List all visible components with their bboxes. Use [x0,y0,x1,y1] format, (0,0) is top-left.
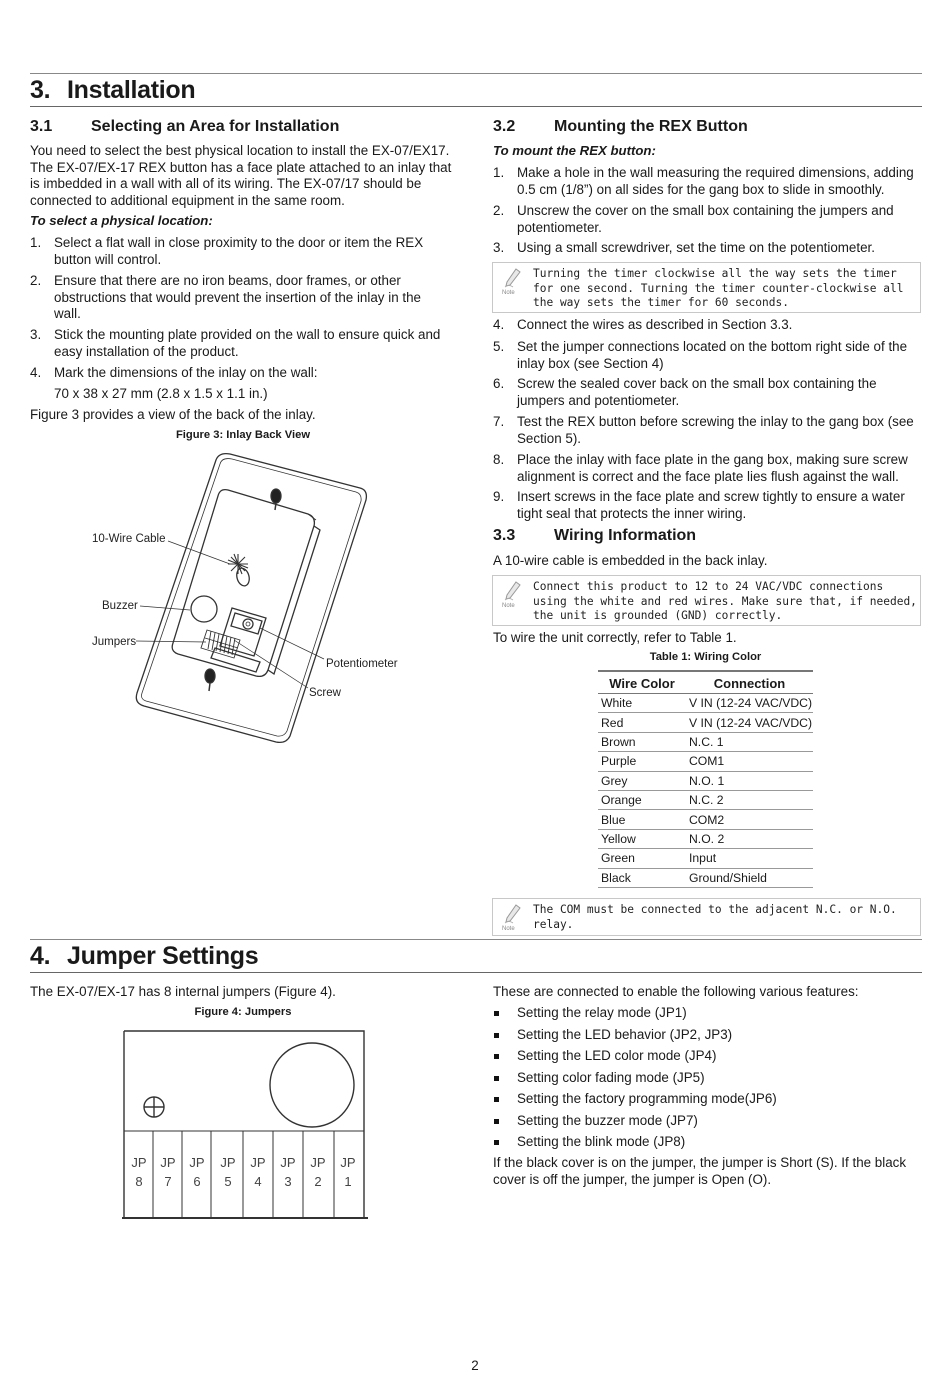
jumper-jp8-number: 8 [135,1174,143,1189]
table-reference: To wire the unit correctly, refer to Table 1. [493,630,737,645]
com-relay-note: Note The COM must be connected to the adjacent N.C. or N.O. relay. [492,898,921,936]
inlay-back-view-figure [80,448,410,748]
jumper-jp7-number: 7 [164,1174,172,1189]
label-buzzer: Buzzer [102,600,138,612]
note-pencil-icon [501,267,523,295]
label-jumpers: Jumpers [92,636,137,648]
section-3-3-heading: 3.3 Wiring Information [493,527,697,544]
jumper-jp8-label: JP [131,1155,147,1170]
jumper-jp1-label: JP [340,1155,356,1170]
table-row: Red V IN (12-24 VAC/VDC) [598,713,813,732]
svg-text:Note: Note [502,603,515,608]
table-row: Grey N.O. 1 [598,771,813,790]
jumper-jp3-label: JP [280,1155,296,1170]
svg-text:Note: Note [502,290,515,295]
section-4-intro: The EX-07/EX-17 has 8 internal jumpers (Figure 4). [30,984,336,999]
jumper-jp1-number: 1 [344,1174,352,1189]
select-location-subhead: To select a physical location: [30,213,213,228]
bullet-square-icon [494,1076,499,1081]
table-row: Orange N.C. 2 [598,790,813,809]
bullet-square-icon [494,1097,499,1102]
jumper-jp5-number: 5 [224,1174,232,1189]
table-row: Black Ground/Shield [598,868,813,887]
jumper-jp6-label: JP [189,1155,205,1170]
timer-note: Note Turning the timer clockwise all the way sets the timer for one second. Turning the timer counter-clockwise all the way sets the timer for 60 seconds. [492,262,921,313]
note-pencil-icon [501,903,523,931]
top-rule [30,73,922,74]
table-row: Brown N.C. 1 [598,732,813,751]
svg-text:Note: Note [502,926,515,931]
section-3-heading: 3. Installation [30,76,196,104]
jumpers-figure [118,1027,372,1223]
section-4-top-rule [30,939,922,940]
section-3-2-heading: 3.2 Mounting the REX Button [493,118,748,135]
jumper-jp7-label: JP [160,1155,176,1170]
jumper-jp2-number: 2 [314,1174,322,1189]
figure-4-caption: Figure 4: Jumpers [194,1006,292,1018]
figure-3-caption: Figure 3: Inlay Back View [175,429,311,441]
section-3-3-intro: A 10-wire cable is embedded in the back inlay. [493,553,768,568]
jumper-closing-text: If the black cover is on the jumper, the jumper is Short (S). If the black cover is off the jumper, the jumper is Open (O). [493,1155,907,1187]
section-3-1-intro: You need to select the best physical location to install the EX-07/EX17. The EX-07/EX-17 REX button has a face plate attached to an inlay that is imbedded in a wall with all of its wiring. The EX-07/17 should be connected to additional equipment in the same room. [30,143,452,208]
section-4-rule [30,972,922,973]
table-header-wire-color: Wire Color [598,671,686,694]
jumper-jp5-label: JP [220,1155,236,1170]
table-row: Blue COM2 [598,810,813,829]
mount-rex-subhead: To mount the REX button: [493,143,656,158]
note-pencil-icon [501,580,523,608]
table-row: Green Input [598,849,813,868]
table-row: Purple COM1 [598,752,813,771]
bullet-square-icon [494,1140,499,1145]
label-potentiometer: Potentiometer [326,658,398,670]
label-screw: Screw [309,687,341,699]
bullet-square-icon [494,1033,499,1038]
jumper-jp6-number: 6 [193,1174,201,1189]
power-note: Note Connect this product to 12 to 24 VAC/VDC connections using the white and red wires. Make sure that, if needed, the unit is grounded (GND) correctly. [492,575,921,626]
bullet-square-icon [494,1054,499,1059]
bullet-square-icon [494,1119,499,1124]
jumper-jp4-label: JP [250,1155,266,1170]
table-1-caption: Table 1: Wiring Color [649,651,762,663]
section-3-rule [30,106,922,107]
inlay-dimensions: 70 x 38 x 27 mm (2.8 x 1.5 x 1.1 in.) [54,386,268,401]
section-3-1-heading: 3.1 Selecting an Area for Installation [30,118,340,135]
jumper-jp4-number: 4 [254,1174,262,1189]
jumper-jp3-number: 3 [284,1174,292,1189]
section-4-heading: 4. Jumper Settings [30,942,259,970]
page-number: 2 [471,1358,479,1373]
table-row: White V IN (12-24 VAC/VDC) [598,694,813,713]
figure-3-reference: Figure 3 provides a view of the back of the inlay. [30,407,316,422]
jumper-jp2-label: JP [310,1155,326,1170]
wiring-color-table [598,670,813,888]
table-row: Yellow N.O. 2 [598,829,813,848]
table-header-connection: Connection [686,671,813,694]
bullet-square-icon [494,1011,499,1016]
label-10-wire-cable: 10-Wire Cable [92,533,166,545]
features-intro: These are connected to enable the following various features: [493,984,859,999]
